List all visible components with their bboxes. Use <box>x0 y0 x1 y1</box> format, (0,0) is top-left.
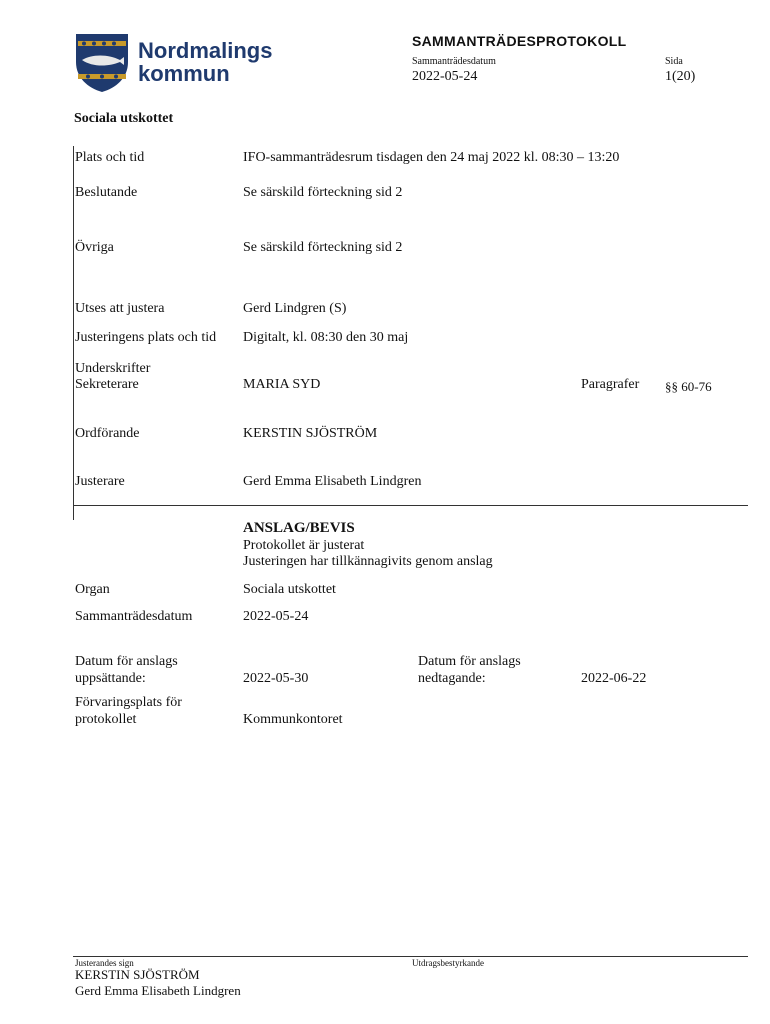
committee-name: Sociala utskottet <box>74 111 174 126</box>
municipality-logo <box>74 32 274 94</box>
anslag-title: ANSLAG/BEVIS <box>243 520 355 536</box>
beslutande-value: Se särskild förteckning sid 2 <box>243 185 403 200</box>
plats-label: Plats och tid <box>75 150 145 165</box>
nedtagande-value: 2022-06-22 <box>581 671 647 686</box>
uppsattande-label-2: uppsättande: <box>75 671 146 686</box>
justerare-label: Justerare <box>75 474 125 489</box>
section-divider <box>73 505 748 506</box>
beslutande-label: Beslutande <box>75 185 138 200</box>
justerare-value: Gerd Emma Elisabeth Lindgren <box>243 474 422 489</box>
sign-label: Justerandes sign <box>75 958 134 968</box>
anslag-datum-label: Sammanträdesdatum <box>75 609 193 624</box>
sekreterare-label: Sekreterare <box>75 377 139 392</box>
coat-of-arms-icon <box>74 32 130 94</box>
date-label: Sammanträdesdatum <box>412 56 496 67</box>
forvaring-label-2: protokollet <box>75 712 137 727</box>
forvaring-label-1: Förvaringsplats för <box>75 695 182 710</box>
paragrafer-value: §§ 60-76 <box>665 379 712 394</box>
ovriga-label: Övriga <box>75 240 114 255</box>
anslag-datum-value: 2022-05-24 <box>243 609 309 624</box>
ordforande-label: Ordförande <box>75 426 140 441</box>
paragrafer-label: Paragrafer <box>581 377 640 392</box>
date-value: 2022-05-24 <box>412 69 478 84</box>
anslag-line1: Protokollet är justerat <box>243 538 365 553</box>
footer-rule <box>73 956 748 957</box>
sekreterare-value: MARIA SYD <box>243 377 321 392</box>
utses-value: Gerd Lindgren (S) <box>243 301 347 316</box>
justering-plats-value: Digitalt, kl. 08:30 den 30 maj <box>243 330 409 345</box>
ordforande-value: KERSTIN SJÖSTRÖM <box>243 426 378 441</box>
page-value: 1(20) <box>665 69 696 84</box>
underskrifter-label: Underskrifter <box>75 361 151 376</box>
justering-plats-label: Justeringens plats och tid <box>75 330 217 345</box>
logo-text-line1: Nordmalings <box>138 38 273 63</box>
organ-label: Organ <box>75 582 110 597</box>
utses-label: Utses att justera <box>75 301 165 316</box>
anslag-line2: Justeringen har tillkännagivits genom anslag <box>243 554 493 569</box>
logo-text-line2: kommun <box>138 61 230 86</box>
left-rule <box>73 146 74 520</box>
page-label: Sida <box>665 56 683 67</box>
ovriga-value: Se särskild förteckning sid 2 <box>243 240 403 255</box>
sign-name-2: Gerd Emma Elisabeth Lindgren <box>75 983 241 998</box>
uppsattande-label-1: Datum för anslags <box>75 654 178 669</box>
plats-value: IFO-sammanträdesrum tisdagen den 24 maj 2022 kl. 08:30 – 13:20 <box>243 150 620 165</box>
sign-name-1: KERSTIN SJÖSTRÖM <box>75 967 200 982</box>
nedtagande-label-2: nedtagande: <box>418 671 486 686</box>
document-title: SAMMANTRÄDESPROTOKOLL <box>412 33 627 49</box>
nedtagande-label-1: Datum för anslags <box>418 654 521 669</box>
utdrag-label: Utdragsbestyrkande <box>412 958 484 968</box>
organ-value: Sociala utskottet <box>243 582 336 597</box>
uppsattande-value: 2022-05-30 <box>243 671 309 686</box>
forvaring-value: Kommunkontoret <box>243 712 343 727</box>
